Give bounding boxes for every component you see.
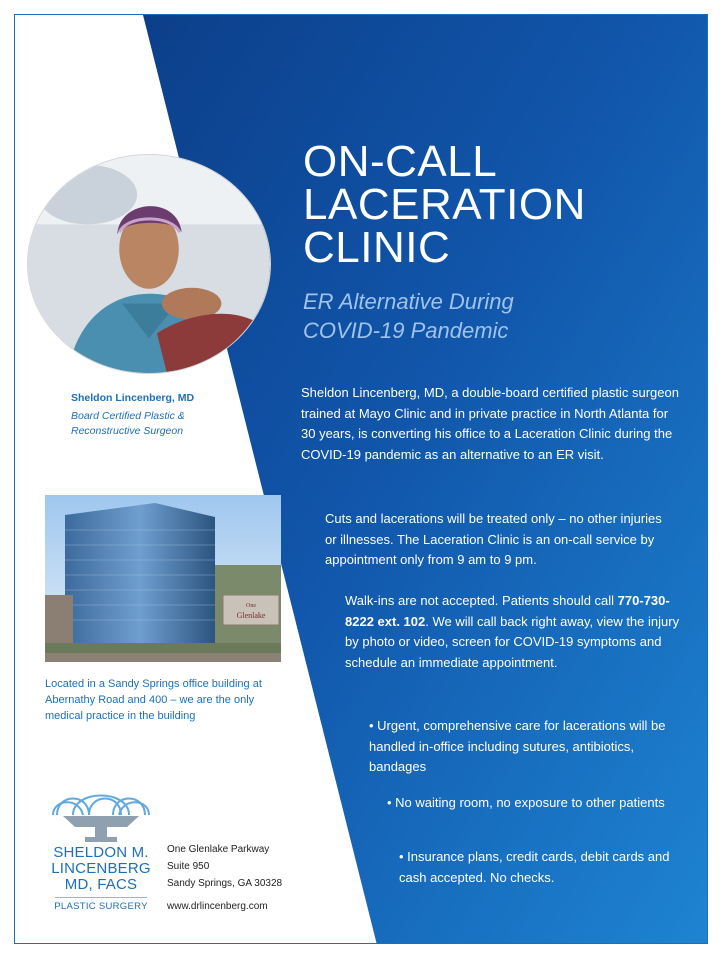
doctor-name: Sheldon Lincenberg, MD (71, 392, 195, 404)
logo-divider (55, 897, 147, 898)
flyer-frame (14, 14, 708, 944)
title-line-3: CLINIC (303, 223, 451, 272)
phone-number[interactable]: 770-730-8222 ext. 102 (345, 593, 670, 629)
credentials-line-1: Board Certified Plastic & (71, 410, 185, 422)
office-building-photo (45, 495, 281, 662)
subtitle (303, 287, 514, 345)
bullet-item-payment: • Insurance plans, credit cards, debit cards and cash accepted. No checks. (399, 849, 670, 885)
logo-subtitle: PLASTIC SURGERY (54, 901, 148, 912)
sign-line-2: Glenlake (236, 611, 266, 620)
contact-paragraph (345, 591, 685, 673)
intro-paragraph: Sheldon Lincenberg, MD, a double-board certified plastic surgeon trained at Mayo Clinic and in private practice in North Atlanta for 30 years, is converting his office to a Laceration Clinic during the COVID-19 pandemic as an alternative to an ER visit. (301, 385, 679, 462)
practice-logo (49, 785, 153, 912)
title-line-2: LACERATION (303, 180, 586, 229)
subtitle-line-1: ER Alternative During (303, 289, 514, 314)
address-suite: Suite 950 (167, 861, 210, 872)
logo-name-line-1: SHELDON M. (53, 844, 149, 861)
title-line-1: ON-CALL (303, 137, 498, 186)
subtitle-line-2: COVID-19 Pandemic (303, 318, 509, 343)
bullet-item-care: • Urgent, comprehensive care for lacerations will be handled in-office including sutures, antibiotics, bandages (369, 718, 666, 774)
page-title (303, 137, 586, 272)
address-city: Sandy Springs, GA 30328 (167, 878, 283, 889)
contact-text-start: Walk-ins are not accepted. Patients should call (345, 593, 618, 608)
logo-name-line-3: MD, FACS (64, 876, 138, 893)
scope-paragraph: Cuts and lacerations will be treated only – no other injuries or illnesses. The Laceration Clinic is an on-call service by appointment only from 9 am to 9 pm. (325, 511, 662, 567)
website-link[interactable]: www.drlincenberg.com (167, 901, 268, 912)
doctor-credentials (71, 409, 261, 439)
address-street: One Glenlake Parkway (167, 844, 270, 855)
credentials-line-2: Reconstructive Surgeon (71, 425, 184, 437)
sign-line-1: One (246, 603, 256, 609)
office-address (167, 841, 282, 892)
logo-name-line-2: LINCENBERG (51, 860, 151, 877)
doctor-photo (27, 154, 271, 374)
contact-text-end: . We will call back right away, view the injury by photo or video, screen for COVID-19 symptoms and schedule an immediate appointment. (345, 613, 680, 670)
building-caption: Located in a Sandy Springs office building at Abernathy Road and 400 – we are the only medical practice in the building (45, 678, 262, 722)
fountain-icon (49, 785, 153, 845)
bullet-item-waiting-room: • No waiting room, no exposure to other patients (387, 795, 665, 810)
